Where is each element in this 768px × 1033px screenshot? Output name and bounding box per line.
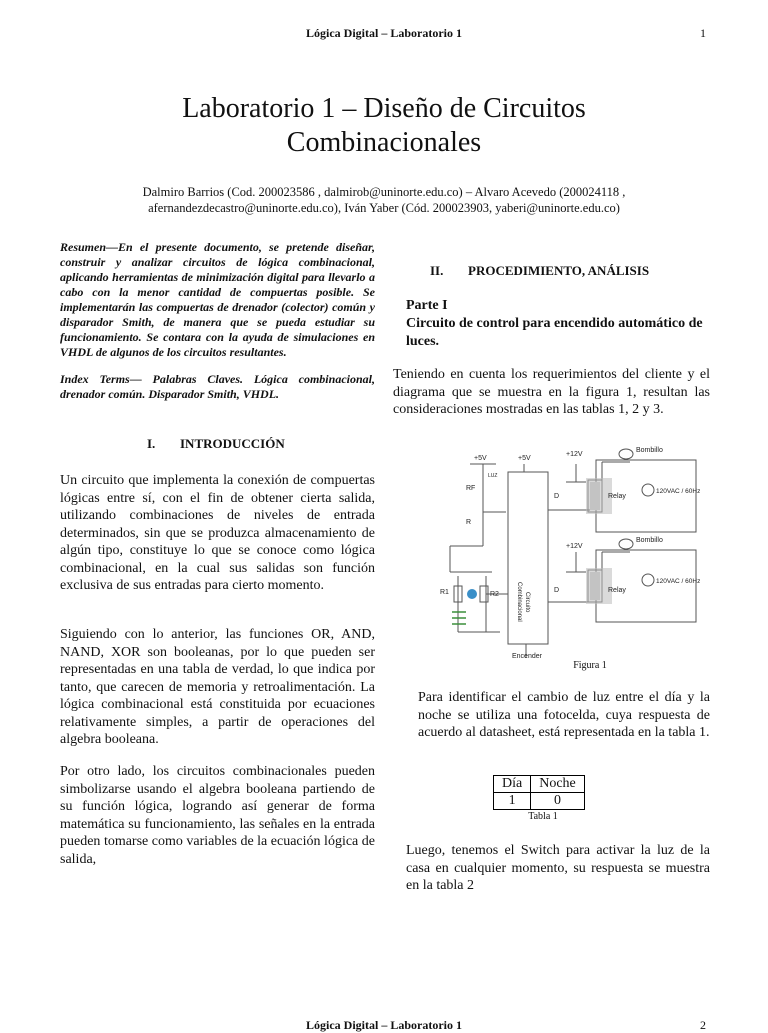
- part-label: Parte I: [406, 298, 448, 313]
- label-ac-2: 120VAC / 60Hz: [656, 578, 700, 585]
- intro-paragraph-1: Un circuito que implementa la conexión de compuertas lógicas entre sí, con el fin de obtener cierta salida, utilizando combinaciones de niveles de entrada determinados, sin que se produzca almacenamiento de algún tipo, constituye lo que se conoce como lógica combinacional, en la cual sus salidas son función exclusiva de sus entradas para cierto momento.: [60, 473, 375, 593]
- section-2-number: II.: [430, 263, 444, 278]
- label-r2: R2: [490, 591, 499, 598]
- label-5v-a: +5V: [474, 455, 487, 462]
- label-bulb-1: Bombillo: [636, 447, 663, 454]
- table-1-header-cell: Día: [494, 776, 531, 793]
- figure-1-circuit-diagram: [440, 442, 700, 662]
- section-2-heading: PROCEDIMIENTO, ANÁLISIS: [468, 263, 650, 278]
- table-1-header-cell: Noche: [531, 776, 585, 793]
- table-1-header-row: [494, 776, 585, 793]
- label-bulb-2: Bombillo: [636, 537, 663, 544]
- label-block-line-2: Combinacional: [516, 582, 522, 622]
- intro-paragraph-3: Por otro lado, los circuitos combinacionales pueden simbolizarse usando el algebra booleana partiendo de su función lógica, logrando así generar de forma matemática su funcionamiento, las señales en la entrada pueden tomarse como variables de la ecuación lógica de salida,: [60, 764, 375, 867]
- label-12v-b: +12V: [566, 543, 583, 550]
- label-rf: RF: [466, 485, 476, 492]
- authors-line-2: afernandezdecastro@uninorte.edu.co), Iván Yaber (Cód. 200023903, yaberi@uninorte.edu.co): [148, 201, 620, 215]
- procedure-paragraph-1: Teniendo en cuenta los requerimientos del cliente y el diagrama que se muestra en la figura 1, resultan las consideraciones mostradas en las tablas 1, 2 y 3.: [393, 367, 710, 417]
- label-luz: LUZ: [488, 473, 498, 479]
- running-footer: Lógica Digital – Laboratorio 1: [306, 1018, 462, 1032]
- label-diode-1: D: [554, 493, 560, 500]
- authors-line-1: Dalmiro Barrios (Cod. 200023586 , dalmirob@uninorte.edu.co) – Alvaro Acevedo (200024118 ,: [142, 185, 626, 199]
- table-1-caption: Tabla 1: [528, 811, 558, 822]
- running-header: Lógica Digital – Laboratorio 1: [306, 26, 462, 40]
- page-number: 1: [700, 26, 706, 40]
- label-encender: Encender: [512, 653, 542, 660]
- table-1-cell: 1: [494, 793, 531, 810]
- label-diode-2: D: [554, 587, 560, 594]
- procedure-paragraph-3: Luego, tenemos el Switch para activar la luz de la casa en cualquier momento, su respuesta se muestra en la tabla 2: [406, 843, 710, 893]
- figure-1-caption: Figura 1: [573, 660, 607, 671]
- label-relay-1: Relay: [608, 493, 626, 500]
- label-r: R: [466, 519, 472, 526]
- footer-page-number: 2: [700, 1018, 706, 1032]
- paper-title: [60, 92, 708, 160]
- table-1-row: [494, 793, 585, 810]
- index-terms-label: Index Terms: [60, 372, 130, 386]
- title-line-2: Combinacionales: [286, 127, 482, 158]
- label-ac-1: 120VAC / 60Hz: [656, 488, 700, 495]
- label-r1: R1: [440, 589, 449, 596]
- label-5v-b: +5V: [518, 455, 531, 462]
- authors: [60, 184, 708, 216]
- section-1-number: I.: [147, 436, 156, 451]
- index-terms: [60, 372, 375, 402]
- abstract-label: Resumen: [60, 240, 107, 254]
- label-12v-a: +12V: [566, 451, 583, 458]
- abstract-text: —En el presente documento, se pretende diseñar, construir y analizar circuitos de lógica combinacional, aplicando herramientas de minimización digital para llevarlo a cabo con la menor cantidad de compuertas posible. Se implementarán las compuertas de drenador (colector) común y disparador Smith, de manera que se pueda estudiar su funcionamiento. Se contara con la ayuda de simulaciones en VHDL de algunos de los circuitos resultantes.: [60, 240, 375, 359]
- intro-paragraph-2: Siguiendo con lo anterior, las funciones OR, AND, NAND, XOR son booleanas, por lo que pueden ser representadas en una tabla de verdad, lo que indica por tanto, que carecen de memoria y retroalimentación. La lógica combinacional está constituida por ecuaciones relativamente simples, a partir de operaciones del algebra booleana.: [60, 627, 375, 747]
- title-line-1: Laboratorio 1 – Diseño de Circuitos: [182, 93, 586, 124]
- procedure-paragraph-2: Para identificar el cambio de luz entre el día y la noche se utiliza una fotocelda, cuya respuesta de acuerdo al datasheet, está representada en la tabla 1.: [418, 690, 710, 740]
- index-terms-text: — Palabras Claves. Lógica combinacional, drenador común. Disparador Smith, VHDL.: [60, 372, 375, 401]
- part-title: Circuito de control para encendido automático de luces.: [406, 316, 703, 349]
- table-1: [493, 775, 585, 810]
- section-1-heading: INTRODUCCIÓN: [180, 436, 285, 451]
- label-relay-2: Relay: [608, 587, 626, 594]
- table-1-cell: 0: [531, 793, 585, 810]
- label-block-line-1: Circuito: [524, 592, 530, 613]
- abstract: [60, 240, 375, 360]
